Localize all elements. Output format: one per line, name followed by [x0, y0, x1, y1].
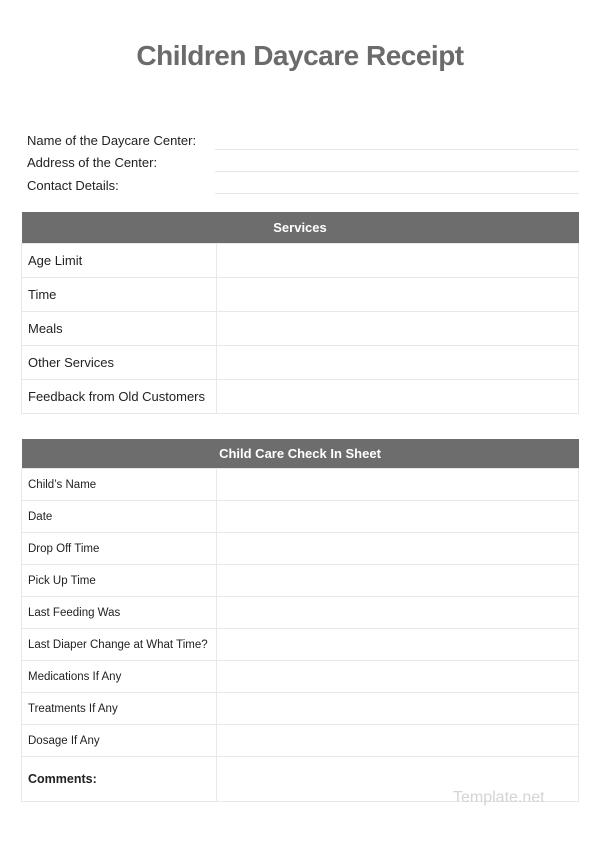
row-value[interactable] — [217, 380, 579, 414]
table-row — [22, 312, 579, 346]
table-row — [22, 661, 579, 693]
services-header: Services — [22, 212, 579, 244]
row-label: Drop Off Time — [22, 533, 217, 565]
table-row — [22, 469, 579, 501]
row-value[interactable] — [217, 693, 579, 725]
row-label: Other Services — [22, 346, 217, 380]
row-label: Last Feeding Was — [22, 597, 217, 629]
page-title: Children Daycare Receipt — [136, 40, 464, 71]
services-table — [21, 212, 579, 414]
table-row — [22, 565, 579, 597]
table-row — [22, 629, 579, 661]
row-value[interactable] — [217, 565, 579, 597]
table-row — [22, 597, 579, 629]
row-value[interactable] — [217, 725, 579, 757]
row-label: Medications If Any — [22, 661, 217, 693]
watermark: Template.net — [453, 789, 545, 806]
comments-label: Comments: — [22, 757, 217, 802]
info-label-name: Name of the Daycare Center: — [27, 133, 197, 148]
row-label: Pick Up Time — [22, 565, 217, 597]
row-value[interactable] — [217, 629, 579, 661]
row-value[interactable] — [217, 346, 579, 380]
table-row — [22, 244, 579, 278]
row-label: Date — [22, 501, 217, 533]
table-row — [22, 693, 579, 725]
row-label: Age Limit — [22, 244, 217, 278]
address-field-line[interactable] — [215, 171, 579, 172]
row-value[interactable] — [217, 244, 579, 278]
name-field-line[interactable] — [215, 149, 579, 150]
row-value[interactable] — [217, 312, 579, 346]
row-label: Child’s Name — [22, 469, 217, 501]
info-label-contact: Contact Details: — [27, 178, 119, 193]
row-value[interactable] — [217, 469, 579, 501]
row-label: Meals — [22, 312, 217, 346]
table-row — [22, 533, 579, 565]
info-label-address: Address of the Center: — [27, 155, 158, 170]
table-row — [22, 725, 579, 757]
row-label: Feedback from Old Customers — [22, 380, 217, 414]
row-value[interactable] — [217, 533, 579, 565]
row-label: Treatments If Any — [22, 693, 217, 725]
checkin-table — [21, 439, 579, 802]
row-value[interactable] — [217, 501, 579, 533]
table-row — [22, 380, 579, 414]
row-value[interactable] — [217, 597, 579, 629]
table-row — [22, 346, 579, 380]
table-row — [22, 278, 579, 312]
checkin-header: Child Care Check In Sheet — [22, 439, 579, 469]
row-value[interactable] — [217, 278, 579, 312]
row-value[interactable] — [217, 661, 579, 693]
row-label: Dosage If Any — [22, 725, 217, 757]
row-label: Time — [22, 278, 217, 312]
table-row — [22, 501, 579, 533]
row-label: Last Diaper Change at What Time? — [22, 629, 217, 661]
contact-field-line[interactable] — [215, 193, 579, 194]
